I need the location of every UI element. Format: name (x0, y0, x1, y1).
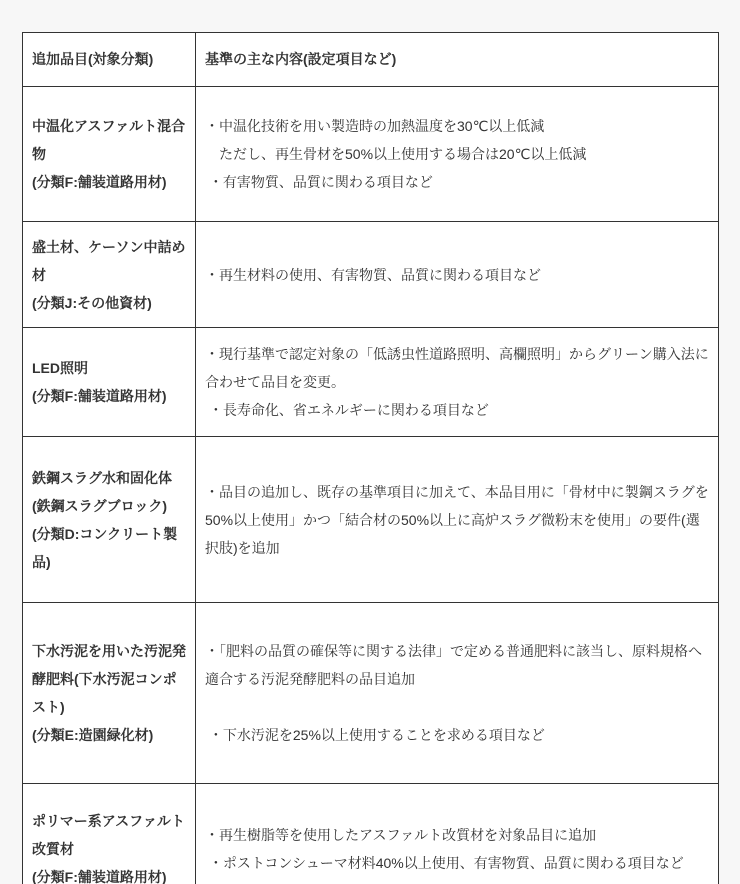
table-row (23, 222, 719, 328)
criteria-line: ・現行基準で認定対象の「低誘虫性道路照明、高欄照明」からグリーン購入法に合わせて品目を変更。 (205, 346, 709, 390)
criteria-line: ・品目の追加し、既存の基準項目に加えて、本品目用に「骨材中に製鋼スラグを50%以上使用」かつ「結合材の50%以上に高炉スラグ微粉末を使用」の要件(選択肢)を追加 (205, 483, 709, 556)
criteria-cell (196, 328, 719, 437)
header-criteria-label: 基準の主な内容(設定項目など) (205, 51, 397, 67)
table-header-row (23, 33, 719, 87)
item-classification: (分類D:コンクリート製品) (32, 525, 178, 570)
item-cell (23, 328, 196, 437)
item-classification: (分類J:その他資材) (32, 294, 152, 311)
criteria-line: ・中温化技術を用い製造時の加熱温度を30℃以上低減 (205, 118, 545, 134)
header-item-label: 追加品目(対象分類) (32, 51, 154, 67)
item-name: 中温化アスファルト混合物 (32, 118, 186, 162)
item-classification: (分類F:舗装道路用材) (32, 388, 167, 404)
item-name: 下水汚泥を用いた汚泥発酵肥料(下水汚泥コンポスト) (32, 643, 186, 715)
item-classification: (分類F:舗装道路用材) (32, 869, 167, 884)
table-row (23, 603, 719, 784)
criteria-cell (196, 603, 719, 784)
item-cell (23, 603, 196, 784)
criteria-cell (196, 437, 719, 603)
criteria-cell (196, 222, 719, 328)
criteria-line: ・長寿命化、省エネルギーに関わる項目など (205, 402, 489, 418)
standards-table (22, 32, 719, 884)
item-alias: (鉄鋼スラグブロック) (32, 497, 168, 514)
item-name: LED照明 (32, 360, 88, 376)
item-cell (23, 222, 196, 328)
item-cell (23, 784, 196, 884)
table-row (23, 437, 719, 603)
item-name: ポリマー系アスファルト改質材 (32, 813, 185, 857)
item-classification: (分類F:舗装道路用材) (32, 174, 167, 190)
criteria-line: ・再生樹脂等を使用したアスファルト改質材を対象品目に追加 (205, 827, 597, 843)
header-criteria-column (196, 33, 719, 87)
criteria-line: ・ポストコンシューマ材料40%以上使用、有害物質、品質に関わる項目など (205, 855, 684, 871)
item-classification: (分類E:造園緑化材) (32, 727, 154, 743)
header-item-column (23, 33, 196, 87)
item-cell (23, 87, 196, 222)
item-name: 鉄鋼スラグ水和固化体 (32, 469, 172, 486)
table-row (23, 87, 719, 222)
criteria-line: ・「肥料の品質の確保等に関する法律」で定める普通肥料に該当し、原料規格へ適合する汚泥発酵肥料の品目追加 (205, 643, 702, 687)
criteria-cell (196, 87, 719, 222)
criteria-line: ・再生材料の使用、有害物質、品質に関わる項目など (205, 266, 541, 283)
item-cell (23, 437, 196, 603)
standards-table-container (22, 32, 719, 884)
item-name: 盛土材、ケーソン中詰め材 (32, 238, 186, 283)
criteria-line: ・下水汚泥を25%以上使用することを求める項目など (205, 727, 545, 743)
criteria-line: ただし、再生骨材を50%以上使用する場合は20℃以上低減 (205, 146, 587, 162)
criteria-cell (196, 784, 719, 884)
table-row (23, 328, 719, 437)
table-row (23, 784, 719, 884)
criteria-line-spacer (205, 693, 712, 721)
criteria-line: ・有害物質、品質に関わる項目など (205, 174, 433, 190)
